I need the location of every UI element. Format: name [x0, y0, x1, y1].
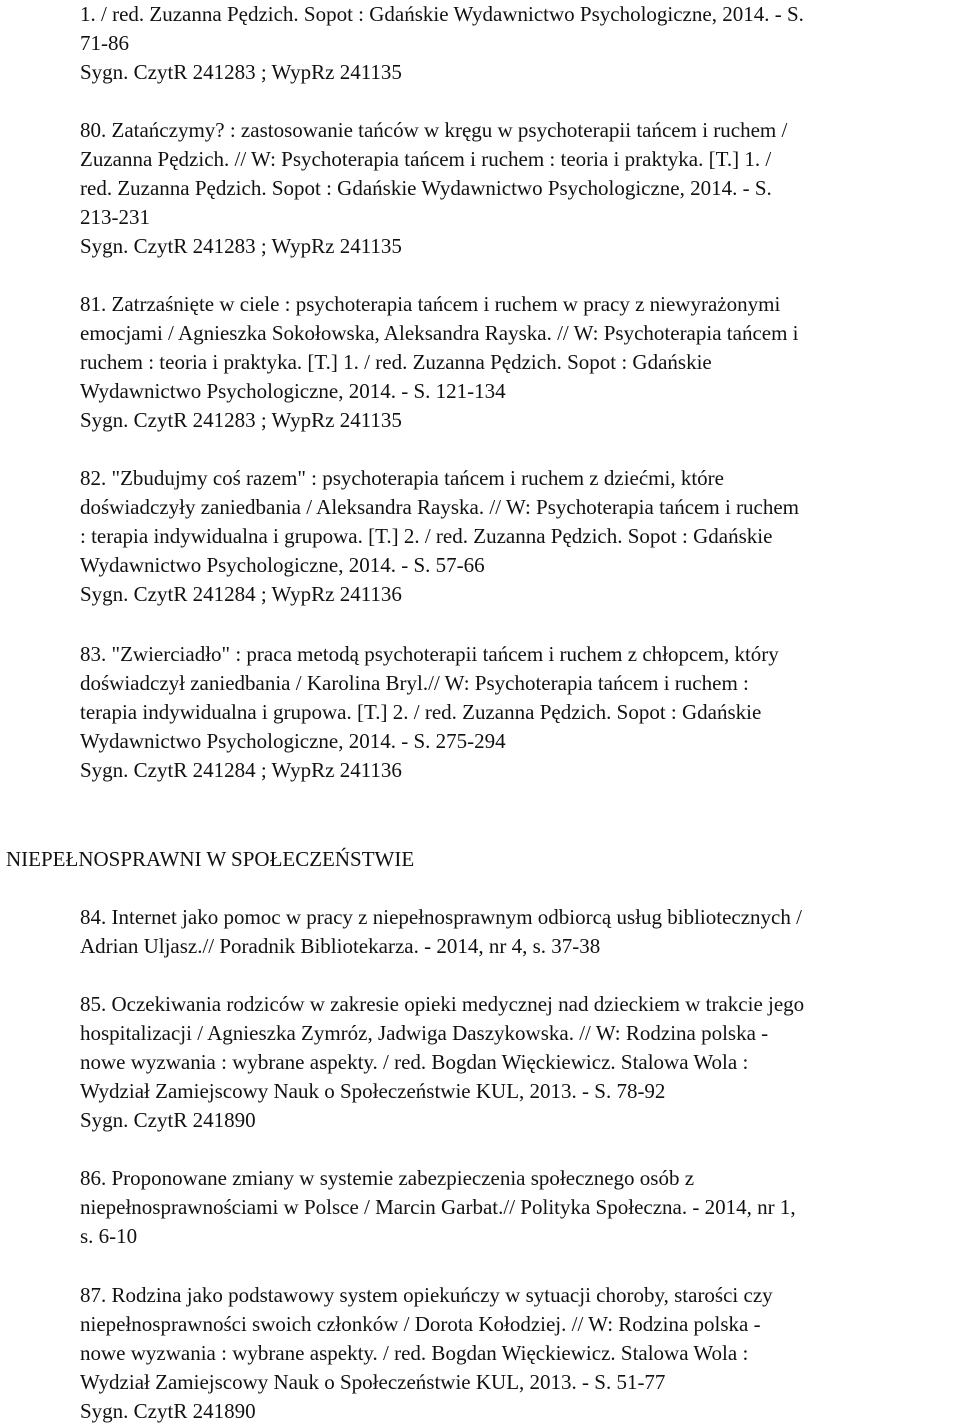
text-line: Zuzanna Pędzich. // W: Psychoterapia tańcem i ruchem : teoria i praktyka. [T.] 1. /	[80, 147, 772, 171]
text-line: Sygn. CzytR 241284 ; WypRz 241136	[80, 758, 402, 782]
text-line: hospitalizacji / Agnieszka Zymróz, Jadwiga Daszykowska. // W: Rodzina polska -	[80, 1021, 769, 1045]
text-line: ruchem : teoria i praktyka. [T.] 1. / red. Zuzanna Pędzich. Sopot : Gdańskie	[80, 350, 712, 374]
entry-80-line: 80. Zatańczymy? : zastosowanie tańców w kręgu w psychoterapii tańcem i ruchem /	[80, 118, 788, 142]
text-line: doświadczył zaniedbania / Karolina Bryl.// W: Psychoterapia tańcem i ruchem :	[80, 671, 749, 695]
text-line: 1. / red. Zuzanna Pędzich. Sopot : Gdańskie Wydawnictwo Psychologiczne, 2014. - S.	[80, 2, 804, 26]
text-line: s. 6-10	[80, 1224, 138, 1248]
text-line: Sygn. CzytR 241283 ; WypRz 241135	[80, 60, 402, 84]
text-line: red. Zuzanna Pędzich. Sopot : Gdańskie Wydawnictwo Psychologiczne, 2014. - S.	[80, 176, 772, 200]
text-line: niepełnosprawności swoich członków / Dorota Kołodziej. // W: Rodzina polska -	[80, 1312, 761, 1336]
text-line: Wydawnictwo Psychologiczne, 2014. - S. 57-66	[80, 553, 485, 577]
text-line: : terapia indywidualna i grupowa. [T.] 2. / red. Zuzanna Pędzich. Sopot : Gdańskie	[80, 524, 773, 548]
text-line: Adrian Uljasz.// Poradnik Bibliotekarza. - 2014, nr 4, s. 37-38	[80, 934, 601, 958]
text-line: doświadczyły zaniedbania / Aleksandra Rayska. // W: Psychoterapia tańcem i ruchem	[80, 495, 800, 519]
entry-82-line: 82. "Zbudujmy coś razem" : psychoterapia tańcem i ruchem z dziećmi, które	[80, 466, 724, 490]
text-line: Wydawnictwo Psychologiczne, 2014. - S. 275-294	[80, 729, 506, 753]
entry-81-line: 81. Zatrzaśnięte w ciele : psychoterapia tańcem i ruchem w pracy z niewyrażonymi	[80, 292, 781, 316]
text-line: nowe wyzwania : wybrane aspekty. / red. Bogdan Więckiewicz. Stalowa Wola :	[80, 1050, 749, 1074]
text-line: Sygn. CzytR 241890	[80, 1108, 256, 1132]
text-line: nowe wyzwania : wybrane aspekty. / red. Bogdan Więckiewicz. Stalowa Wola :	[80, 1341, 749, 1365]
text-line: Sygn. CzytR 241283 ; WypRz 241135	[80, 234, 402, 258]
text-line: emocjami / Agnieszka Sokołowska, Aleksandra Rayska. // W: Psychoterapia tańcem i	[80, 321, 799, 345]
text-line: Wydział Zamiejscowy Nauk o Społeczeństwie KUL, 2013. - S. 51-77	[80, 1370, 666, 1394]
text-line: 71-86	[80, 31, 129, 55]
text-line: niepełnosprawnościami w Polsce / Marcin Garbat.// Polityka Społeczna. - 2014, nr 1,	[80, 1195, 796, 1219]
entry-85-line: 85. Oczekiwania rodziców w zakresie opieki medycznej nad dzieckiem w trakcie jego	[80, 992, 805, 1016]
text-line: Sygn. CzytR 241284 ; WypRz 241136	[80, 582, 402, 606]
text-line: Sygn. CzytR 241283 ; WypRz 241135	[80, 408, 402, 432]
text-line: Wydawnictwo Psychologiczne, 2014. - S. 121-134	[80, 379, 506, 403]
text-line: 213-231	[80, 205, 150, 229]
entry-83-line: 83. "Zwierciadło" : praca metodą psychoterapii tańcem i ruchem z chłopcem, który	[80, 642, 779, 666]
entry-84-line: 84. Internet jako pomoc w pracy z niepełnosprawnym odbiorcą usług bibliotecznych /	[80, 905, 802, 929]
text-line: Sygn. CzytR 241890	[80, 1399, 256, 1423]
entry-87-line: 87. Rodzina jako podstawowy system opiekuńczy w sytuacji choroby, starości czy	[80, 1283, 773, 1307]
text-line: Wydział Zamiejscowy Nauk o Społeczeństwie KUL, 2013. - S. 78-92	[80, 1079, 666, 1103]
section-heading: NIEPEŁNOSPRAWNI W SPOŁECZEŃSTWIE	[6, 847, 415, 871]
text-line: terapia indywidualna i grupowa. [T.] 2. / red. Zuzanna Pędzich. Sopot : Gdańskie	[80, 700, 762, 724]
entry-86-line: 86. Proponowane zmiany w systemie zabezpieczenia społecznego osób z	[80, 1166, 695, 1190]
